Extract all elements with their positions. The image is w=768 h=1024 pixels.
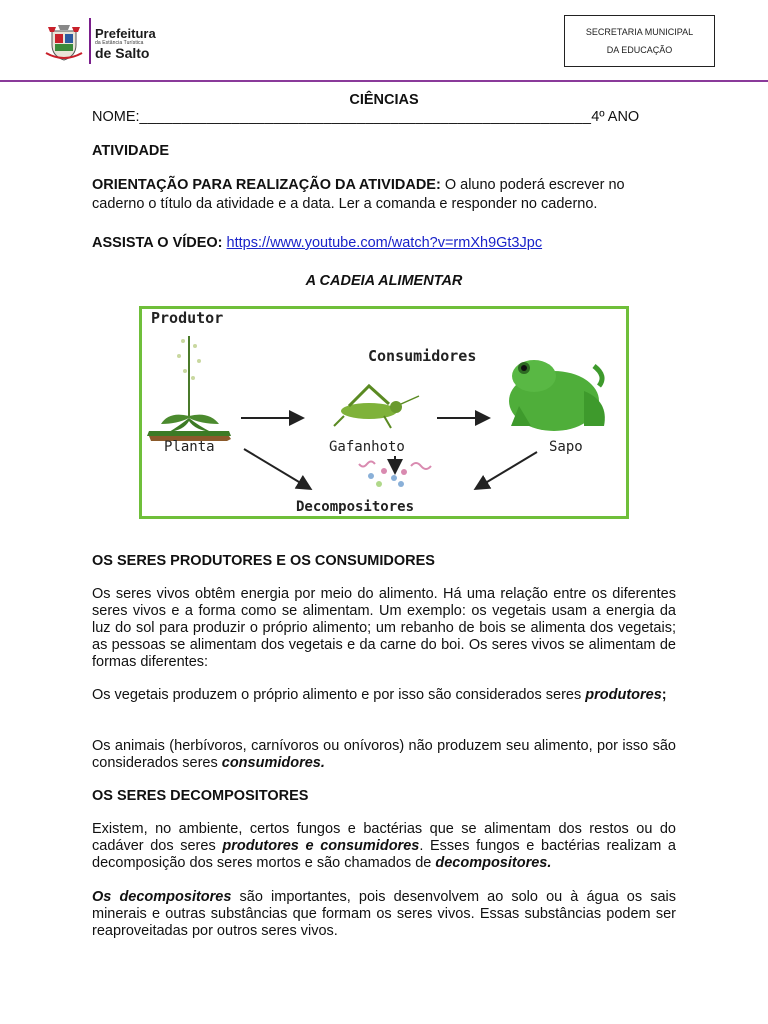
secretaria-line-2: DA EDUCAÇÃO xyxy=(606,45,673,55)
orientation-label: ORIENTAÇÃO PARA REALIZAÇÃO DA ATIVIDADE: xyxy=(92,177,441,193)
section1-title: OS SERES PRODUTORES E OS CONSUMIDORES xyxy=(92,553,435,569)
s2p1-emphasis: produtores e consumidores xyxy=(222,838,420,854)
secretaria-line-1: SECRETARIA MUNICIPAL xyxy=(585,27,694,37)
section2-paragraph-1 xyxy=(92,821,676,872)
food-chain-figure xyxy=(139,306,629,519)
secretaria-box xyxy=(564,15,715,67)
municipal-crest-icon xyxy=(44,23,84,61)
s2p1-text-c: . Esses fungos e bactérias realizam a decomposição dos seres mortos e são chamados de xyxy=(92,838,676,871)
orientation-line-1 xyxy=(92,177,682,194)
p3-consumidores: consumidores. xyxy=(221,755,325,771)
p2-produtores: produtores xyxy=(585,687,662,703)
name-label: NOME: xyxy=(92,109,140,125)
video-label: ASSISTA O VÍDEO: xyxy=(92,235,223,251)
section1-paragraph-3 xyxy=(92,738,676,772)
label-sapo: Sapo xyxy=(549,439,583,455)
s2p2-emphasis: Os decompositores xyxy=(92,889,232,905)
name-blank: ______________________________________________________ xyxy=(139,109,592,125)
label-consumidores: Consumidores xyxy=(368,347,477,365)
label-planta: Planta xyxy=(164,439,215,455)
s2p1-text-a: Existem, no ambiente, certos fungos e bactérias que se alimentam dos restos ou do cadáver dos seres xyxy=(92,821,676,854)
subject-title: CIÊNCIAS xyxy=(349,92,419,108)
section1-paragraph-1: Os seres vivos obtêm energia por meio do alimento. Há uma relação entre os diferentes seres vivos e a forma como se alimentam. Um exemplo: os vegetais usam a energia da luz do sol para produzir o próprio alimento; um rebanho de bois se alimenta dos vegetais; as pessoas se alimentam dos vegetais e da carne do boi. Os seres vivos se alimentam de formas diferentes: xyxy=(92,586,676,670)
logo-line-3: de Salto xyxy=(95,45,150,61)
activity-heading: ATIVIDADE xyxy=(92,143,170,159)
section1-paragraph-2 xyxy=(92,687,676,704)
label-decompositores: Decompositores xyxy=(296,499,415,515)
logo-line-2: da Estância Turística xyxy=(95,40,144,46)
p2-text: Os vegetais produzem o próprio alimento e por isso são considerados seres xyxy=(92,687,586,703)
page-header xyxy=(0,0,768,82)
section2-paragraph-2 xyxy=(92,889,676,940)
label-produtor: Produtor xyxy=(151,309,224,327)
name-line xyxy=(92,109,692,126)
orientation-text-1: O aluno poderá escrever no xyxy=(440,177,625,193)
section2-title: OS SERES DECOMPOSITORES xyxy=(92,788,309,804)
figure-caption: A CADEIA ALIMENTAR xyxy=(305,273,463,289)
p3-text: Os animais (herbívoros, carnívoros ou onívoros) não produzem seu alimento, por isso são considerados seres xyxy=(92,738,676,771)
grade-label: 4º ANO xyxy=(591,109,640,125)
orientation-line-2: caderno o título da atividade e a data. Ler a comanda e responder no caderno. xyxy=(92,196,598,212)
label-gafanhoto: Gafanhoto xyxy=(329,439,405,455)
logo xyxy=(95,27,156,60)
logo-divider xyxy=(89,18,91,64)
video-line xyxy=(92,235,542,252)
s2p1-decompositores: decompositores. xyxy=(435,855,552,871)
video-link[interactable]: https://www.youtube.com/watch?v=rmXh9Gt3Jpc xyxy=(226,235,543,251)
p2-semicolon: ; xyxy=(661,687,667,703)
logo-line-1: Prefeitura xyxy=(95,26,156,41)
header-rule xyxy=(0,80,768,82)
s2p2-text: são importantes, pois desenvolvem ao solo ou à água os sais minerais e outras substâncias que formam os seres vivos. Essas substâncias podem ser reaproveitadas por outros seres vivos. xyxy=(92,889,677,939)
